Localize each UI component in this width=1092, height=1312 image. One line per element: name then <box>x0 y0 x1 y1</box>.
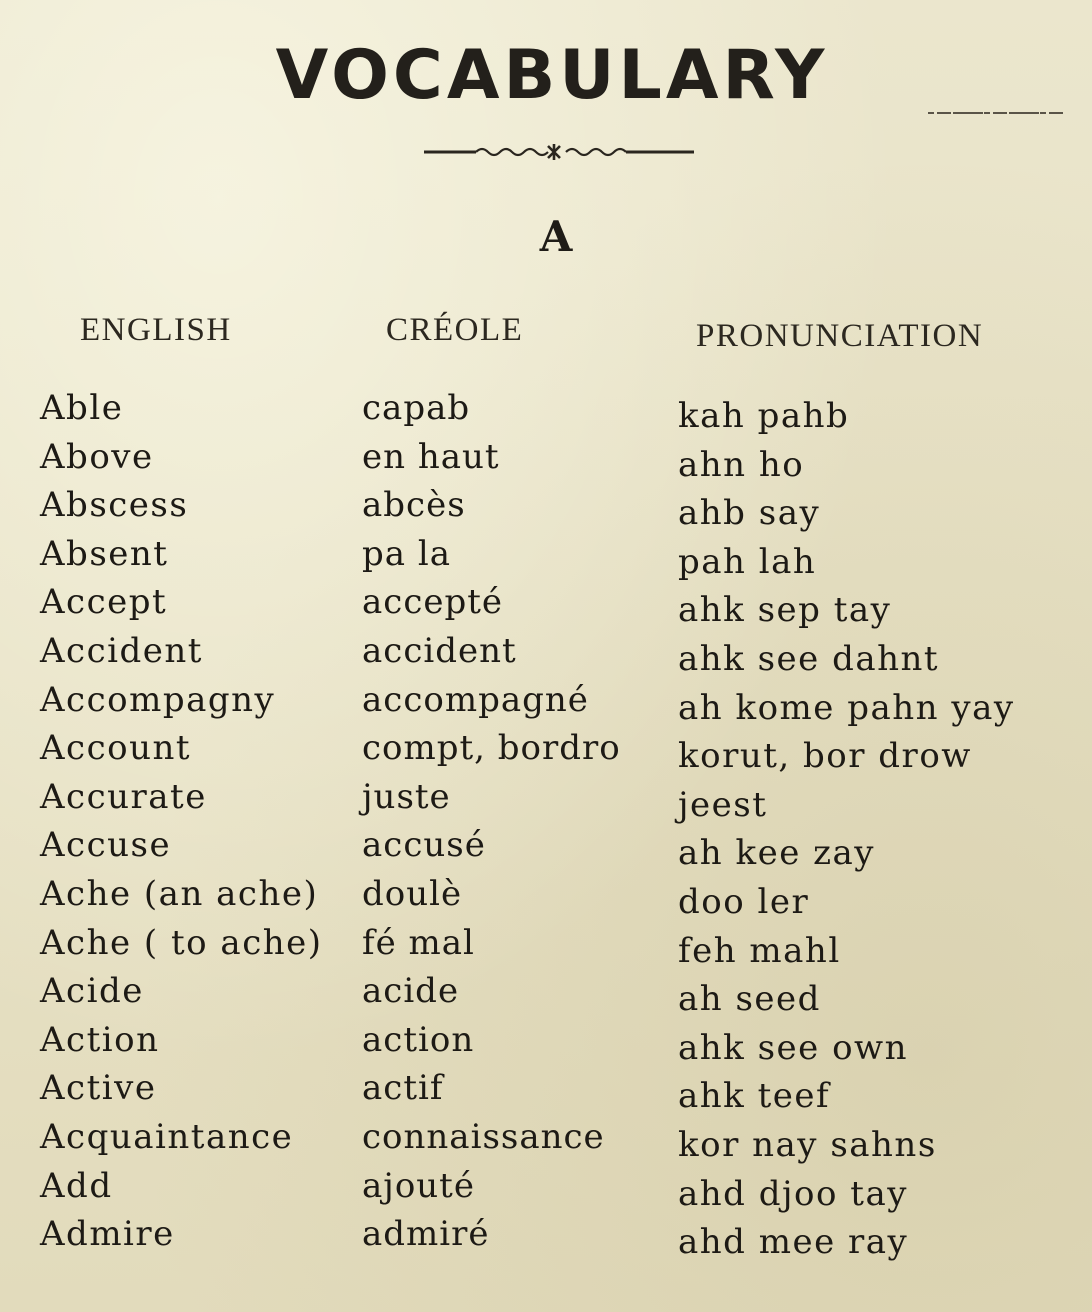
vocabulary-row <box>0 678 1092 727</box>
vocabulary-row <box>0 823 1092 872</box>
creole-word: en haut <box>362 436 500 477</box>
english-word: Admire <box>40 1214 175 1255</box>
english-word: Action <box>40 1019 160 1060</box>
vocabulary-row <box>0 1115 1092 1164</box>
pronunciation: feh mahl <box>678 930 841 971</box>
english-word: Absent <box>40 533 169 574</box>
pronunciation: ahk sep tay <box>678 590 892 631</box>
english-word: Accurate <box>40 776 207 817</box>
vocabulary-row <box>0 580 1092 629</box>
stray-rule-mark <box>928 110 1064 116</box>
pronunciation: doo ler <box>678 881 810 922</box>
pronunciation: ahn ho <box>678 444 805 485</box>
english-word: Accident <box>40 630 203 671</box>
english-word: Accuse <box>40 825 172 866</box>
creole-word: accepté <box>362 582 504 623</box>
creole-word: actif <box>362 1068 444 1109</box>
pronunciation: ahk see dahnt <box>678 638 940 679</box>
english-word: Abscess <box>40 485 189 526</box>
pronunciation: ahd djoo tay <box>678 1173 908 1214</box>
pronunciation: ahb say <box>678 493 821 534</box>
pronunciation: kah pahb <box>678 396 850 436</box>
english-word: Acide <box>40 971 144 1012</box>
vocabulary-row <box>0 1164 1092 1213</box>
creole-word: accompagné <box>362 679 589 720</box>
vocabulary-list <box>0 386 1092 1261</box>
pronunciation: pah lah <box>678 541 817 582</box>
creole-word: admiré <box>362 1214 490 1255</box>
pronunciation: jeest <box>678 784 768 825</box>
vocabulary-row <box>0 1066 1092 1115</box>
creole-word: abcès <box>362 485 466 526</box>
creole-word: capab <box>362 388 471 428</box>
vocabulary-row <box>0 483 1092 532</box>
creole-word: action <box>362 1019 475 1060</box>
vocabulary-row <box>0 629 1092 678</box>
pronunciation: ah kee zay <box>678 833 876 874</box>
vocabulary-row <box>0 532 1092 581</box>
creole-word: juste <box>362 776 451 817</box>
vocabulary-row <box>0 969 1092 1018</box>
pronunciation: ahk teef <box>678 1076 831 1117</box>
creole-word: fé mal <box>362 922 475 963</box>
creole-word: pa la <box>362 533 451 574</box>
vocabulary-row <box>0 921 1092 970</box>
english-word: Active <box>40 1068 157 1109</box>
column-header-creole: CRÉOLE <box>386 312 524 348</box>
english-word: Ache ( to ache) <box>40 922 323 963</box>
english-word: Accept <box>40 582 168 623</box>
vocabulary-row <box>0 1018 1092 1067</box>
english-word: Add <box>40 1165 113 1206</box>
vocabulary-row <box>0 872 1092 921</box>
creole-word: doulè <box>362 873 463 914</box>
english-word: Account <box>40 728 192 769</box>
vocabulary-row <box>0 1212 1092 1261</box>
creole-word: acide <box>362 971 460 1012</box>
vocabulary-row <box>0 775 1092 824</box>
creole-word: accident <box>362 630 517 671</box>
column-header-pronunciation: PRONUNCIATION <box>696 318 984 354</box>
vocabulary-row <box>0 435 1092 484</box>
english-word: Able <box>40 388 124 428</box>
pronunciation: ah kome pahn yay <box>678 687 1015 728</box>
english-word: Accompagny <box>40 679 276 720</box>
pronunciation: ah seed <box>678 979 821 1020</box>
creole-word: accusé <box>362 825 486 866</box>
section-letter: A <box>539 212 573 261</box>
vocabulary-row <box>0 726 1092 775</box>
creole-word: compt, bordro <box>362 728 621 769</box>
english-word: Above <box>40 436 154 477</box>
title-ornament-divider <box>424 138 694 166</box>
column-header-english: ENGLISH <box>80 312 232 348</box>
pronunciation: ahk see own <box>678 1027 909 1068</box>
pronunciation: ahd mee ray <box>678 1222 909 1263</box>
creole-word: connaissance <box>362 1116 605 1157</box>
english-word: Ache (an ache) <box>40 873 319 914</box>
creole-word: ajouté <box>362 1165 475 1206</box>
pronunciation: kor nay sahns <box>678 1124 937 1165</box>
pronunciation: korut, bor drow <box>678 736 972 777</box>
page-title: VOCABULARY <box>275 36 829 115</box>
english-word: Acquaintance <box>40 1116 294 1157</box>
vocabulary-row <box>0 386 1092 435</box>
